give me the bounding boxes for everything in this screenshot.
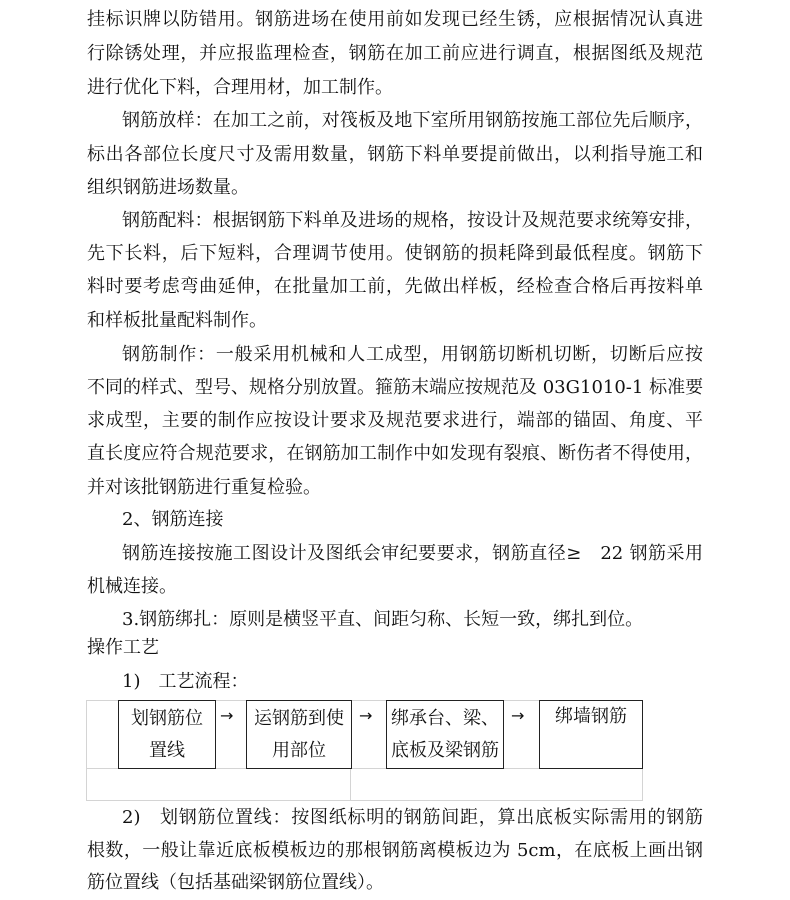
text-line: 和样板批量配料制作。 [87,310,267,331]
text-line: 标出各部位长度尺寸及需用数量，钢筋下料单要提前做出，以利指导施工和 [87,144,703,165]
process-flow-diagram [86,700,643,800]
text-line: 挂标识牌以防错用。钢筋进场在使用前如发现已经生锈，应根据情况认真进 [87,9,703,30]
text-line: 钢筋放样：在加工之前，对筏板及地下室所用钢筋按施工部位先后顺序， [122,110,703,131]
text-line: 直长度应符合规范要求，在钢筋加工制作中如发现有裂痕、断伤者不得使用， [87,443,703,464]
arrow-right-icon: → [220,706,234,725]
flow-step-4 [539,700,643,769]
flow-step-text: 置线 [149,739,185,761]
text-line: 钢筋连接按施工图设计及图纸会审纪要要求，钢筋直径≥ 22 钢筋采用 [122,543,703,564]
flow-title: 1) 工艺流程： [122,671,249,692]
text-line: 料时要考虑弯曲延伸，在批量加工前，先做出样板，经检查合格后再按料单 [87,276,703,297]
arrow-right-icon: → [511,706,525,725]
flow-step-text: 运钢筋到使 [254,707,344,729]
grid-line [86,700,87,800]
section-heading: 操作工艺 [87,637,159,658]
text-line: 行除锈处理，并应报监理检查，钢筋在加工前应进行调直，根据图纸及规范 [87,43,703,64]
text-line: 进行优化下料，合理用材，加工制作。 [87,77,393,98]
text-line: 机械连接。 [87,576,177,597]
flow-step-3 [386,700,504,769]
flow-step-text: 用部位 [272,739,326,761]
flow-step-text: 绑墙钢筋 [555,706,627,727]
text-line: 3.钢筋绑扎：原则是横竖平直、间距匀称、长短一致，绑扎到位。 [122,609,644,630]
flow-step-text: 绑承台、梁、 [391,707,499,729]
text-line: 钢筋配料：根据钢筋下料单及进场的规格，按设计及规范要求统筹安排， [122,210,703,231]
text-line: 组织钢筋进场数量。 [87,177,249,198]
text-line: 先下长料，后下短料，合理调节使用。使钢筋的损耗降到最低程度。钢筋下 [87,243,703,264]
text-line: 求成型，主要的制作应按设计要求及规范要求进行，端部的锚固、角度、平 [87,410,703,431]
text-line: 钢筋制作：一般采用机械和人工成型，用钢筋切断机切断，切断后应按 [122,344,703,365]
text-line: 筋位置线（包括基础梁钢筋位置线）。 [87,872,384,893]
flow-step-2 [246,700,352,769]
grid-line [350,768,351,800]
text-line: 2) 划钢筋位置线：按图纸标明的钢筋间距，算出底板实际需用的钢筋 [122,807,703,828]
text-line: 不同的样式、型号、规格分别放置。箍筋末端应按规范及 03G1010-1 标准要 [87,377,704,398]
flow-step-text: 底板及梁钢筋 [391,739,499,761]
section-heading: 2、钢筋连接 [122,509,224,530]
text-line: 并对该批钢筋进行重复检验。 [87,477,321,498]
arrow-right-icon: → [359,706,373,725]
flow-step-text: 划钢筋位 [131,707,203,729]
text-line: 根数，一般让靠近底板模板边的那根钢筋离模板边为 5cm，在底板上画出钢 [87,840,703,861]
flow-step-1 [118,700,216,769]
